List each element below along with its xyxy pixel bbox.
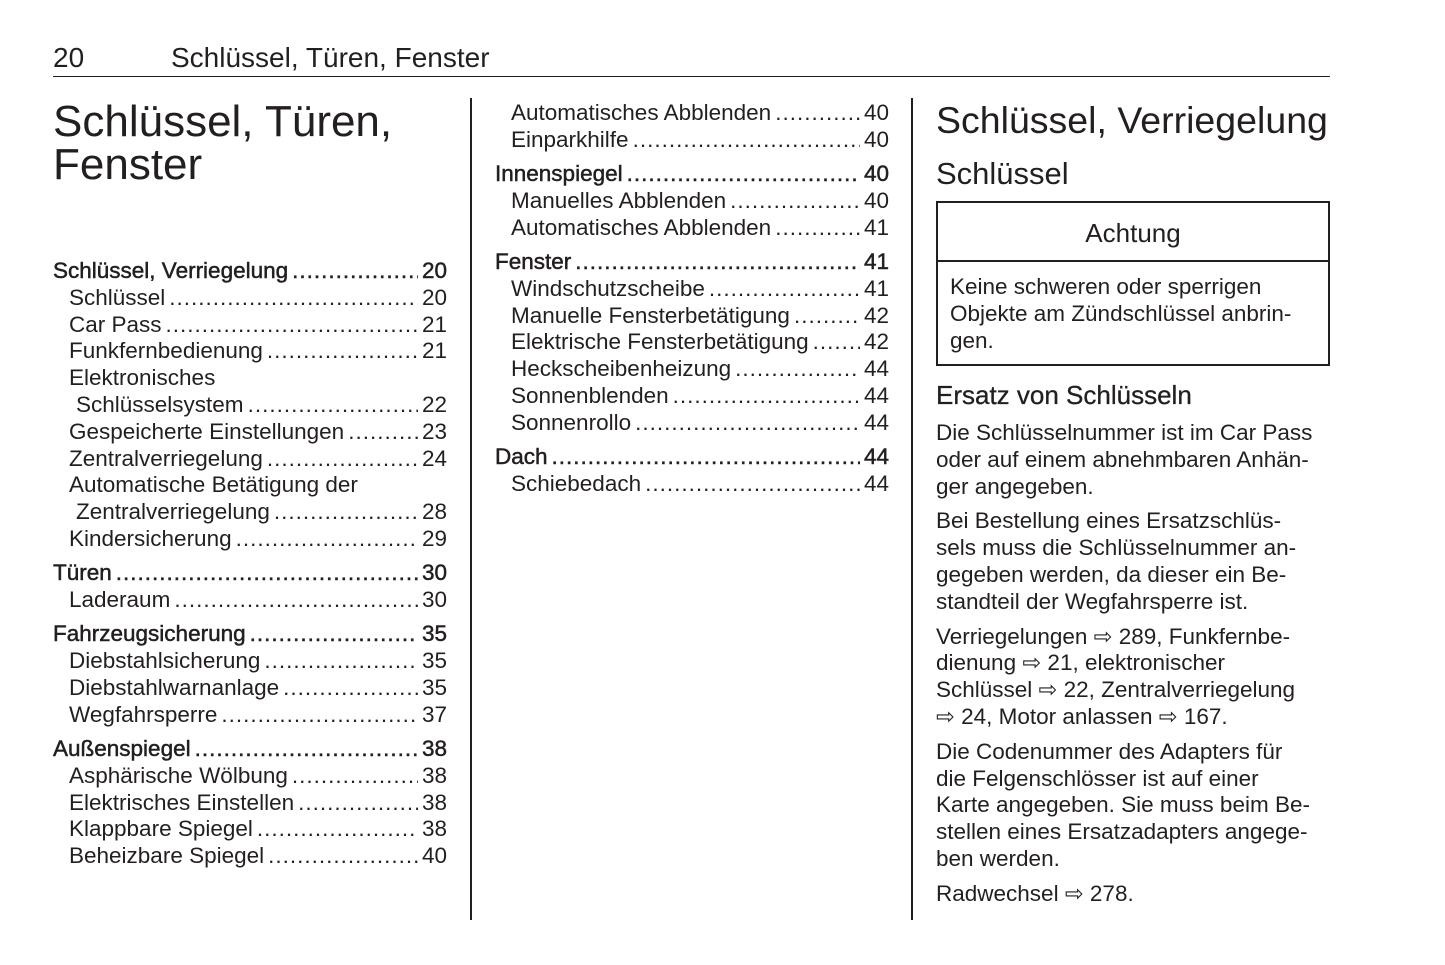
toc-entry-fahrzeugsicherung[interactable] [53, 621, 447, 648]
toc-page-number: 38 [421, 736, 447, 762]
toc-label: Sonnenrollo [511, 409, 632, 435]
toc-entry[interactable] [53, 338, 447, 365]
toc-page-number: 38 [421, 762, 447, 788]
toc-group [495, 100, 889, 154]
toc-entry[interactable] [53, 702, 447, 729]
dot-leader [673, 383, 860, 410]
content-column [936, 98, 1330, 908]
toc-entry[interactable] [53, 446, 447, 473]
toc-entry[interactable] [495, 276, 889, 303]
toc-entry[interactable] [53, 419, 447, 446]
toc-entry-fenster[interactable] [495, 249, 889, 276]
dot-leader [166, 312, 418, 339]
dot-leader [627, 161, 860, 188]
toc-label: Funkfernbedienung [69, 338, 263, 364]
caution-box [936, 201, 1330, 366]
dot-leader [292, 258, 418, 285]
toc-entry[interactable] [495, 303, 889, 330]
paragraph: Bei Bestellung eines Ersatzschlüs- sels muss die Schlüsselnummer an- gegeben werden, da dieser ein Be- standteil der Wegfahrsperre ist. [936, 508, 1297, 614]
toc-group [53, 621, 447, 728]
section-title: Schlüssel, Verriegelung [936, 99, 1328, 141]
toc-page-number: 40 [863, 187, 889, 213]
toc-entry[interactable] [495, 410, 889, 437]
toc-page-number: 23 [421, 418, 447, 444]
caution-text: Keine schweren oder sperrigen Objekte am Zündschlüssel anbrin- gen. [950, 274, 1292, 353]
toc-label: Sonnenblenden [511, 382, 669, 408]
chapter-title: Schlüssel, Türen, Fenster [53, 97, 393, 189]
toc-page-number: 40 [863, 126, 889, 152]
dot-leader [195, 736, 418, 763]
toc-entry[interactable] [495, 356, 889, 383]
toc-label: Schiebedach [511, 470, 642, 496]
toc-page-number: 28 [421, 499, 447, 525]
toc-entry[interactable] [53, 526, 447, 553]
toc-label: Laderaum [69, 587, 171, 613]
toc-label: Dach [495, 444, 548, 470]
toc-entry[interactable] [495, 127, 889, 154]
dot-leader [283, 675, 418, 702]
toc-entry-außenspiegel[interactable] [53, 736, 447, 763]
paragraph-cross-references: Verriegelungen ⇨ 289, Funkfernbe- dienung ⇨ 21, elektronischer Schlüssel ⇨ 22, Zentralverriegelung ⇨ 24, Motor anlassen ⇨ 167. [936, 623, 1296, 729]
dot-leader [169, 285, 418, 312]
dot-leader [730, 188, 860, 215]
dot-leader [116, 560, 418, 587]
paragraph: Die Schlüsselnummer ist im Car Pass oder auf einem abnehmbaren Anhän- ger angegeben. [936, 420, 1313, 499]
paragraph-cross-reference: Radwechsel ⇨ 278. [936, 880, 1134, 906]
paragraph: Die Codenummer des Adapters für die Felgenschlösser ist auf einer Karte angegeben. Sie muss beim Be- stellen eines Ersatzadapters angege- ben werden. [936, 738, 1310, 871]
dot-leader [709, 276, 860, 303]
toc-page-number: 42 [863, 329, 889, 355]
dot-leader [552, 444, 860, 471]
toc-entry[interactable] [495, 100, 889, 127]
toc-group [53, 258, 447, 553]
toc-label: Klappbare Spiegel [69, 816, 253, 842]
toc-page-number: 30 [421, 560, 447, 586]
dot-leader [645, 471, 860, 498]
toc-label: Windschutzscheibe [511, 275, 705, 301]
toc-page-number: 35 [421, 674, 447, 700]
toc-group [495, 444, 889, 498]
toc-page-number: 24 [421, 445, 447, 471]
caution-heading: Achtung [938, 203, 1328, 262]
toc-label: Innenspiegel [495, 161, 623, 187]
toc-group [53, 736, 447, 870]
toc-entry[interactable] [53, 675, 447, 702]
toc-label: Elektrische Fensterbetätigung [511, 329, 809, 355]
dot-leader [248, 392, 418, 419]
toc-page-number: 42 [863, 302, 889, 328]
dot-leader [298, 790, 418, 817]
dot-leader [221, 702, 418, 729]
toc-entry[interactable] [53, 790, 447, 817]
toc-label: Kindersicherung [69, 525, 232, 551]
toc-entry[interactable] [495, 383, 889, 410]
toc-entry[interactable] [53, 648, 447, 675]
dot-leader [775, 215, 860, 242]
toc-label: Fenster [495, 248, 572, 274]
toc-group [495, 249, 889, 437]
dot-leader [775, 100, 860, 127]
toc-entry[interactable] [53, 312, 447, 339]
toc-page-number: 44 [863, 409, 889, 435]
toc-entry[interactable] [495, 188, 889, 215]
toc-label: Zentralverriegelung [69, 445, 263, 471]
toc-label: Asphärische Wölbung [69, 762, 288, 788]
toc-page-number: 35 [421, 621, 447, 647]
page-header [53, 40, 1330, 77]
toc-label: Diebstahlsicherung [69, 648, 261, 674]
toc-entry-label-line: Elektronisches [69, 365, 216, 391]
toc-page-number: 41 [863, 275, 889, 301]
toc-label: Türen [53, 560, 112, 586]
dot-leader [236, 526, 418, 553]
toc-label: Diebstahlwarnanlage [69, 674, 280, 700]
toc-entry-türen[interactable] [53, 560, 447, 587]
column-divider [911, 98, 913, 920]
toc-entry[interactable] [53, 499, 447, 526]
toc-label: Außenspiegel [53, 736, 191, 762]
toc-entry[interactable] [53, 843, 447, 870]
toc-page-number: 20 [421, 284, 447, 310]
toc-entry[interactable] [495, 215, 889, 242]
toc-page-number: 30 [421, 587, 447, 613]
toc-entry-schlüssel-verriegelung[interactable] [53, 258, 447, 285]
toc-entry[interactable] [53, 392, 447, 419]
toc-entry-label-line: Automatische Betätigung der [69, 472, 358, 498]
toc-page-number: 41 [863, 214, 889, 240]
toc-page-number: 21 [421, 338, 447, 364]
toc-label: Automatisches Abblenden [511, 100, 772, 125]
toc-entry[interactable] [495, 329, 889, 356]
subsection-title: Schlüssel [936, 156, 1069, 191]
toc-column-1 [53, 258, 447, 878]
toc-page-number: 35 [421, 648, 447, 674]
toc-label: Automatisches Abblenden [511, 214, 772, 240]
toc-page-number: 40 [863, 161, 889, 187]
toc-label: Zentralverriegelung [76, 499, 270, 525]
dot-leader [348, 419, 418, 446]
toc-group [495, 161, 889, 241]
column-divider [470, 98, 472, 920]
toc-page-number: 44 [863, 444, 889, 470]
dot-leader [813, 329, 860, 356]
dot-leader [267, 446, 418, 473]
toc-page-number: 29 [421, 525, 447, 551]
toc-entry[interactable] [53, 763, 447, 790]
toc-label: Heckscheibenheizung [511, 356, 732, 382]
toc-label: Elektrisches Einstellen [69, 789, 295, 815]
toc-page-number: 38 [421, 816, 447, 842]
dot-leader [274, 499, 418, 526]
dot-leader [174, 587, 418, 614]
subheading: Ersatz von Schlüsseln [936, 380, 1192, 410]
dot-leader [735, 356, 860, 383]
dot-leader [264, 648, 418, 675]
toc-column-2 [495, 100, 889, 505]
running-title: Schlüssel, Türen, Fenster [171, 42, 490, 73]
toc-entry[interactable] [53, 285, 447, 312]
toc-entry[interactable] [53, 816, 447, 843]
dot-leader [635, 410, 860, 437]
toc-page-number: 40 [863, 100, 889, 125]
toc-label: Schlüssel [69, 284, 166, 310]
dot-leader [633, 127, 860, 154]
toc-page-number: 21 [421, 311, 447, 337]
toc-page-number: 38 [421, 789, 447, 815]
toc-entry-dach[interactable] [495, 444, 889, 471]
toc-page-number: 40 [421, 843, 447, 869]
toc-label: Einparkhilfe [511, 126, 629, 152]
toc-label: Schlüsselsystem [76, 391, 244, 417]
toc-page-number: 37 [421, 701, 447, 727]
toc-label: Manuelles Abblenden [511, 187, 727, 213]
toc-page-number: 44 [863, 470, 889, 496]
dot-leader [794, 303, 860, 330]
toc-label: Gespeicherte Einstellungen [69, 418, 345, 444]
dot-leader [267, 338, 418, 365]
dot-leader [575, 249, 860, 276]
toc-label: Fahrzeugsicherung [53, 621, 246, 647]
dot-leader [268, 843, 418, 870]
toc-page-number: 20 [421, 258, 447, 283]
toc-page-number: 44 [863, 356, 889, 382]
toc-page-number: 44 [863, 382, 889, 408]
toc-label: Beheizbare Spiegel [69, 843, 265, 869]
toc-label: Car Pass [69, 311, 162, 337]
page-number: 20 [53, 42, 85, 73]
toc-page-number: 41 [863, 248, 889, 274]
toc-page-number: 22 [421, 391, 447, 417]
toc-entry[interactable] [53, 587, 447, 614]
toc-entry[interactable] [495, 471, 889, 498]
toc-label: Manuelle Fensterbetätigung [511, 302, 790, 328]
toc-label: Schlüssel, Verriegelung [53, 258, 289, 283]
toc-group [53, 560, 447, 614]
toc-entry-innenspiegel[interactable] [495, 161, 889, 188]
toc-label: Wegfahrsperre [69, 701, 218, 727]
dot-leader [292, 763, 418, 790]
dot-leader [250, 621, 418, 648]
dot-leader [257, 816, 418, 843]
